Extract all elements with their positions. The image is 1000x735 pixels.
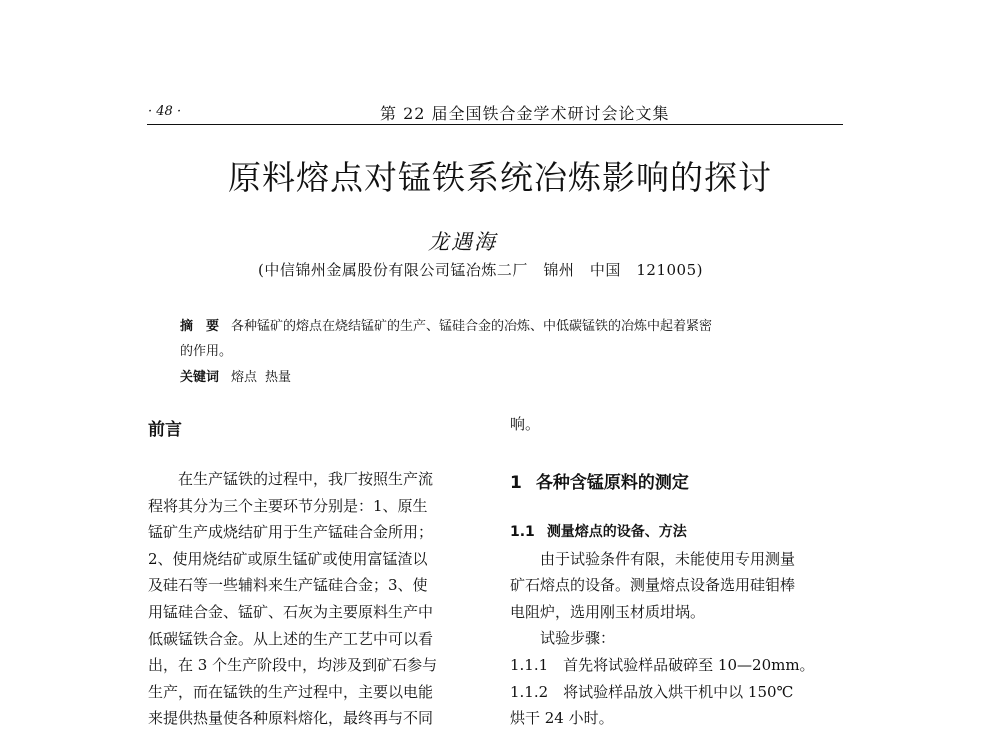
continuation-text: 响。 [510,415,541,433]
body-line: 程将其分为三个主要环节分别是：1、原生 [148,496,428,515]
abstract-text-line-1: 各种锰矿的熔点在烧结锰矿的生产、锰硅合金的冶炼、中低碳锰铁的冶炼中起着紧密 [231,319,713,334]
body-line: 低碳锰铁合金。从上述的生产工艺中可以看 [148,629,434,648]
body-line: 用锰硅合金、锰矿、石灰为主要原料生产中 [148,602,434,621]
preface-heading: 前言 [148,420,182,440]
body-line: 生产，而在锰铁的生产过程中，主要以电能 [148,682,434,701]
subsection-heading [510,519,840,546]
subsection-title: 测量熔点的设备、方法 [546,524,687,540]
body-line: 试验步骤： [540,629,616,648]
body-line: 烘干 24 小时。 [510,709,614,728]
body-line: 在生产锰铁的过程中，我厂按照生产流 [178,470,434,488]
header-rule [147,124,843,125]
section-number: 1 [510,473,522,493]
body-line: 由于试验条件有限，未能使用专用测量 [540,549,796,568]
section-1-body [510,519,840,732]
body-line: 及硅石等一些辅料来生产锰硅合金；3、使 [148,576,428,595]
preface-body [148,466,478,732]
keywords [180,366,291,385]
abstract-label: 摘 要 [180,319,220,334]
paper-title: 原料熔点对锰铁系统冶炼影响的探讨 [228,158,772,197]
body-line: 来提供热量使各种原料熔化，最终再与不同 [148,709,434,728]
body-line: 1.1.1 首先将试验样品破碎至 10—20mm。 [510,655,815,674]
page-number: · 48 · [148,104,182,119]
body-line: 出，在 3 个生产阶段中，均涉及到矿石参与 [148,656,438,675]
section-1-heading [510,468,689,493]
abstract [180,315,712,334]
body-line: 1.1.2 将试验样品放入烘干机中以 150℃ [510,682,794,701]
author-affiliation: (中信锦州金属股份有限公司锰冶炼二厂 锦州 中国 121005) [258,261,703,279]
abstract-text-line-2: 的作用。 [180,344,233,359]
body-line: 2、使用烧结矿或原生锰矿或使用富锰渣以 [148,549,428,568]
body-line: 锰矿生产成烧结矿用于生产锰硅合金所用； [148,523,434,542]
body-line: 电阻炉，选用刚玉材质坩埚。 [510,602,706,621]
section-title: 各种含锰原料的测定 [535,473,689,493]
author-name: 龙遇海 [428,230,497,254]
keyword: 热量 [265,370,292,385]
subsection-number: 1.1 [510,524,535,540]
keywords-label: 关键词 [180,370,220,385]
running-header: 第 22 届全国铁合金学术研讨会论文集 [380,104,670,123]
keyword: 熔点 [231,370,258,385]
body-line: 矿石熔点的设备。测量熔点设备选用硅钼棒 [510,576,796,595]
